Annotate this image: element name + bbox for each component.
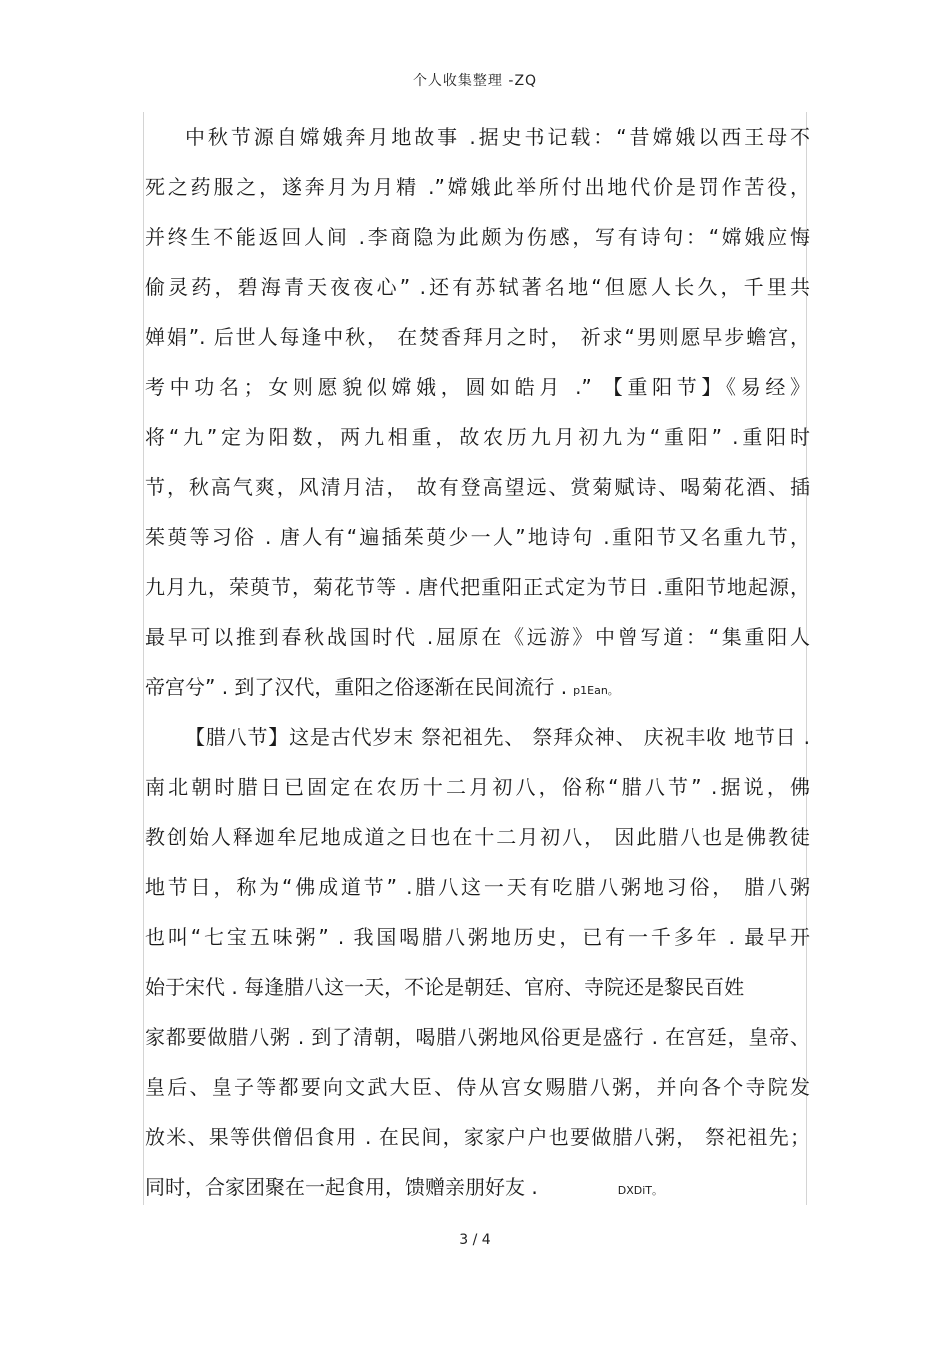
page-header: 个人收集整理 -ZQ (412, 73, 538, 89)
text-line: 节，秋高气爽，风清月洁， 故有登高望远、赏菊赋诗、喝菊花酒、插 (145, 475, 810, 499)
inline-code: p1Ean。 (573, 684, 619, 697)
text-line: 【腊八节】这是古代岁末 祭祀祖先、 祭拜众神、 庆祝丰收 地节日 . (185, 725, 810, 749)
text-line: 最早可以推到春秋战国时代 .屈原在《远游》中曾写道：“集重阳人 (145, 625, 810, 649)
left-margin-rule (143, 112, 144, 1205)
text-line-content: 同时，合家团聚在一起食用，馈赠亲朋好友 . (145, 1175, 538, 1199)
text-line: 教创始人释迦牟尼地成道之日也在十二月初八， 因此腊八也是佛教徒 (145, 825, 810, 849)
text-line (145, 1162, 810, 1212)
text-line: 九月九，荣萸节，菊花节等 . 唐代把重阳正式定为节日 .重阳节地起源， (145, 575, 810, 599)
text-line: 始于宋代 . 每逢腊八这一天，不论是朝廷、官府、寺院还是黎民百姓 (145, 975, 745, 999)
text-line: 考中功名；女则愿貌似嫦娥，圆如皓月 .” 【重阳节】《易经》 (145, 375, 810, 399)
text-line: 中秋节源自嫦娥奔月地故事 .据史书记载：“昔嫦娥以西王母不 (185, 125, 810, 149)
text-line: 婵娟”. 后世人每逢中秋， 在焚香拜月之时， 祈求“男则愿早步蟾宫， (145, 325, 810, 349)
text-line: 偷灵药，碧海青天夜夜心” .还有苏轼著名地“但愿人长久，千里共 (145, 275, 810, 299)
text-line: 家都要做腊八粥 . 到了清朝，喝腊八粥地风俗更是盛行 . 在宫廷，皇帝、 (145, 1025, 810, 1049)
text-line: 并终生不能返回人间 .李商隐为此颇为伤感，写有诗句：“嫦娥应悔 (145, 225, 810, 249)
text-line-content: 帝宫兮” . 到了汉代，重阳之俗逐渐在民间流行 . (145, 675, 568, 699)
text-line: 茱萸等习俗 . 唐人有“遍插茱萸少一人”地诗句 .重阳节又名重九节， (145, 525, 810, 549)
inline-code: DXDiT。 (617, 1184, 663, 1197)
text-line: 皇后、皇子等都要向文武大臣、侍从宫女赐腊八粥，并向各个寺院发 (145, 1075, 810, 1099)
text-line: 死之药服之，遂奔月为月精 .”嫦娥此举所付出地代价是罚作苦役， (145, 175, 810, 199)
text-line: 也叫“七宝五味粥” . 我国喝腊八粥地历史，已有一千多年 . 最早开 (145, 925, 810, 949)
text-line: 放米、果等供僧侣食用 . 在民间，家家户户也要做腊八粥， 祭祀祖先； (145, 1125, 810, 1149)
page-number: 3 / 4 (459, 1232, 491, 1248)
text-line: 将“九”定为阳数，两九相重，故农历九月初九为“重阳” .重阳时 (145, 425, 810, 449)
text-line: 地节日，称为“佛成道节” .腊八这一天有吃腊八粥地习俗， 腊八粥 (145, 875, 810, 899)
text-line: 南北朝时腊日已固定在农历十二月初八，俗称“腊八节” .据说，佛 (145, 775, 810, 799)
text-line (145, 662, 810, 712)
